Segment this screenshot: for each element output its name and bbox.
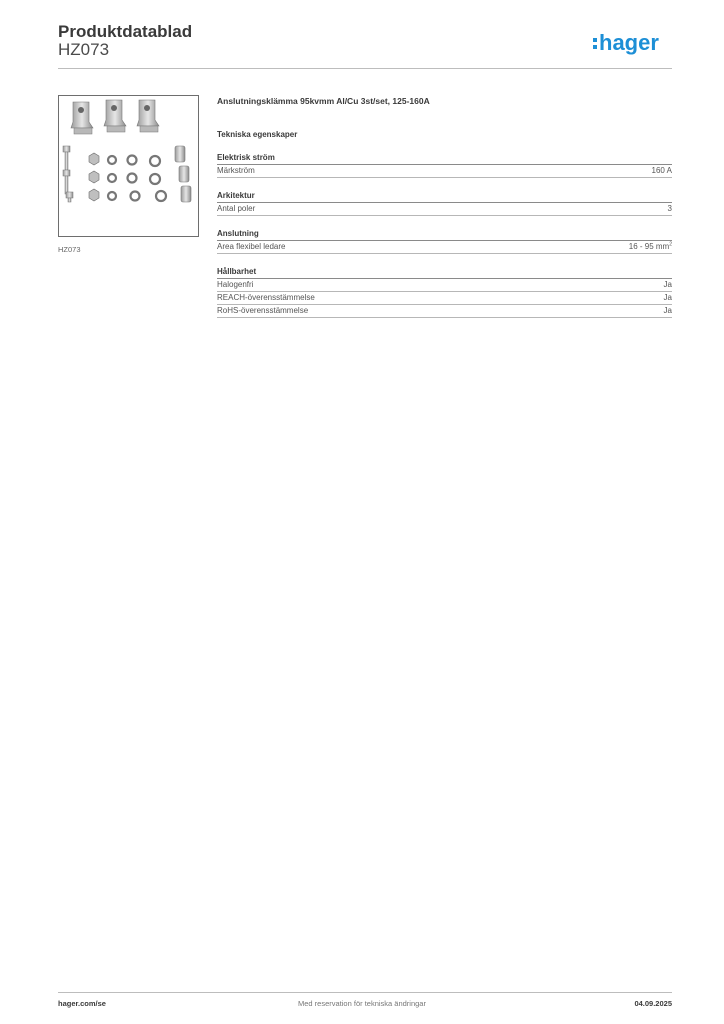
spec-value: Ja bbox=[663, 280, 672, 289]
spec-value: 3 bbox=[667, 204, 672, 213]
section-title: Anslutning bbox=[217, 229, 672, 241]
product-code: HZ073 bbox=[58, 40, 110, 59]
footer-website-link[interactable]: hager.com/se bbox=[58, 999, 106, 1008]
spec-value: Ja bbox=[663, 306, 672, 315]
footer-date: 04.09.2025 bbox=[634, 999, 672, 1008]
spec-label: Halogenfri bbox=[217, 280, 254, 289]
spec-content bbox=[217, 95, 672, 318]
spec-value: Ja bbox=[663, 293, 672, 302]
section-electrical bbox=[217, 153, 672, 178]
sleeves bbox=[175, 146, 191, 202]
section-sustainability bbox=[217, 267, 672, 318]
spec-row bbox=[217, 165, 672, 178]
section-architecture bbox=[217, 191, 672, 216]
clamp-bodies bbox=[71, 100, 159, 134]
footer-divider bbox=[58, 992, 672, 993]
spec-label: Area flexibel ledare bbox=[217, 242, 286, 251]
spec-label: REACH-överensstämmelse bbox=[217, 293, 315, 302]
product-name: Anslutningsklämma 95kvmm Al/Cu 3st/set, 125-160A bbox=[217, 96, 430, 106]
spec-row bbox=[217, 241, 672, 254]
product-image-illustration bbox=[59, 96, 198, 236]
footer-disclaimer: Med reservation för tekniska ändringar bbox=[298, 999, 426, 1008]
spec-row bbox=[217, 203, 672, 216]
spec-row bbox=[217, 305, 672, 318]
spec-label: Märkström bbox=[217, 166, 255, 175]
header-divider bbox=[58, 68, 672, 69]
spec-label: Antal poler bbox=[217, 204, 256, 213]
tech-properties-heading: Tekniska egenskaper bbox=[217, 130, 298, 139]
logo-text: hager bbox=[599, 30, 659, 55]
unit-superscript: 2 bbox=[669, 241, 672, 248]
section-connection bbox=[217, 229, 672, 254]
spec-value: 160 A bbox=[651, 166, 672, 175]
spec-row bbox=[217, 292, 672, 305]
spec-value-text: 16 - 95 mm bbox=[628, 242, 670, 251]
spec-row bbox=[217, 279, 672, 292]
hager-logo bbox=[592, 28, 676, 58]
section-title: Elektrisk ström bbox=[217, 153, 672, 165]
washers bbox=[108, 156, 166, 202]
image-caption: HZ073 bbox=[58, 245, 81, 254]
section-title: Arkitektur bbox=[217, 191, 672, 203]
spec-label: RoHS-överensstämmelse bbox=[217, 306, 309, 315]
document-title: Produktdatablad bbox=[58, 22, 193, 41]
nuts bbox=[89, 153, 99, 201]
bolts bbox=[63, 146, 73, 202]
product-image bbox=[58, 95, 199, 237]
spec-value bbox=[629, 241, 672, 253]
section-title: Hållbarhet bbox=[217, 267, 672, 279]
